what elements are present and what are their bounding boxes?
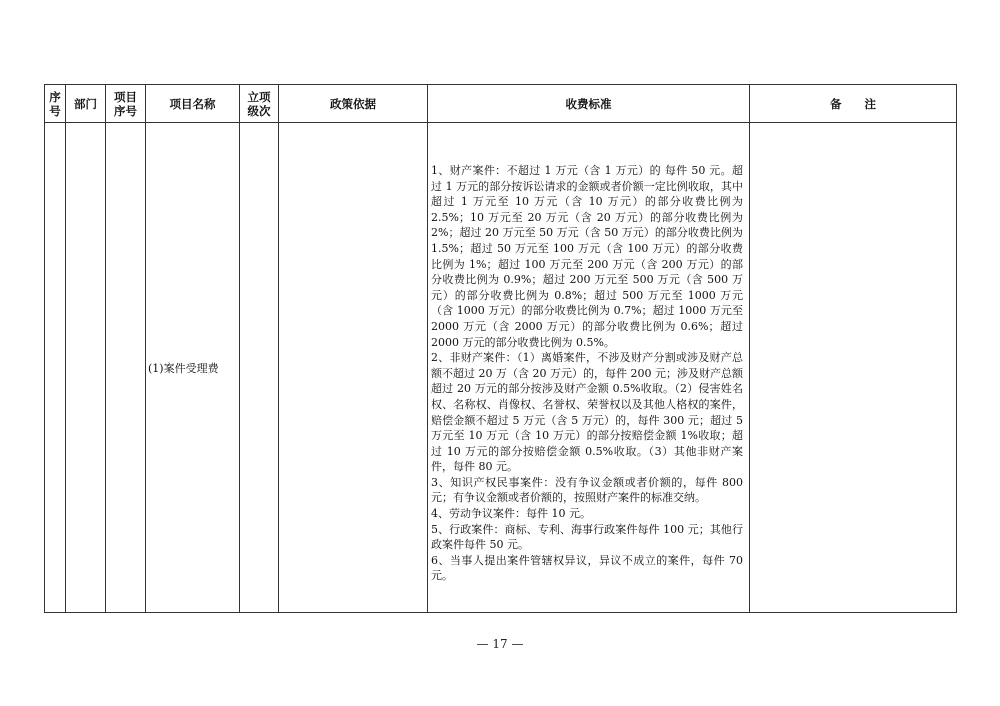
standard-paragraph-6: 6、当事人提出案件管辖权异议，异议不成立的案件，每件 70 元。 — [431, 553, 743, 583]
cell-policy — [279, 123, 428, 613]
fee-standard-text — [431, 123, 743, 584]
table-row — [45, 123, 957, 613]
header-dept: 部门 — [66, 85, 106, 123]
table-header-row — [45, 85, 957, 123]
cell-seq — [45, 123, 66, 613]
cell-item-name: (1)案件受理费 — [146, 123, 240, 613]
header-level: 立项级次 — [240, 85, 279, 123]
standard-paragraph-5: 5、行政案件：商标、专利、海事行政案件每件 100 元；其他行政案件每件 50 元。 — [431, 522, 743, 552]
header-standard: 收费标准 — [428, 85, 750, 123]
standard-paragraph-2: 2、非财产案件：（1）离婚案件，不涉及财产分割或涉及财产总额不超过 20 万（含 20 万元）的，每件 200 元；涉及财产总额超过 20 万元的部分按涉及财产金额 0.5%收取。（2）侵害姓名权、名称权、肖像权、名誉权、荣誉权以及其他人格权的案件，赔偿金额不超过 5 万元（含 5 万元）的，每件 300 元；超过 5 万元至 10 万元（含 10 万元）的部分按赔偿金额 1%收取；超过 10 万元的部分按赔偿金额 0.5%收取。（3）其他非财产案件，每件 80 元。 — [431, 351, 743, 474]
standard-paragraph-1: 1、财产案件：不超过 1 万元（含 1 万元）的 每件 50 元。超过 1 万元的部分按诉讼请求的金额或者价额一定比例收取，其中超过 1 万元至 10 万元（含 10 万元）的部分收费比例为 2.5%；10 万元至 20 万元（含 20 万元）的部分收费比例为 2%；超过 20 万元至 50 万元（含 50 万元）的部分收费比例为 1.5%；超过 50 万元至 100 万元（含 100 万元）的部分收费比例为 1%；超过 100 万元至 200 万元（含 200 万元）的部分收费比例为 0.9%；超过 200 万元至 500 万元（含 500 万元）的部分收费比例为 0.8%；超过 500 万元至 1000 万元（含 1000 万元）的部分收费比例为 0.7%；超过 1000 万元至 2000 万元（含 2000 万元）的部分收费比例为 0.6%；超过 2000 万元的部分收费比例为 0.5%。 — [431, 164, 743, 349]
cell-dept — [66, 123, 106, 613]
header-remarks: 备 注 — [750, 85, 957, 123]
cell-standard — [428, 123, 750, 613]
header-policy: 政策依据 — [279, 85, 428, 123]
standard-paragraph-4: 4、劳动争议案件：每件 10 元。 — [431, 507, 591, 521]
header-item-name: 项目名称 — [146, 85, 240, 123]
header-seq: 序号 — [45, 85, 66, 123]
page-number: — 17 — — [476, 637, 524, 651]
cell-level — [240, 123, 279, 613]
header-item-seq: 项目序号 — [106, 85, 146, 123]
fee-standard-table — [44, 84, 957, 613]
standard-paragraph-3: 3、知识产权民事案件：没有争议金额或者价额的，每件 800 元；有争议金额或者价额的，按照财产案件的标准交纳。 — [431, 475, 743, 505]
cell-item-seq — [106, 123, 146, 613]
cell-remarks — [750, 123, 957, 613]
